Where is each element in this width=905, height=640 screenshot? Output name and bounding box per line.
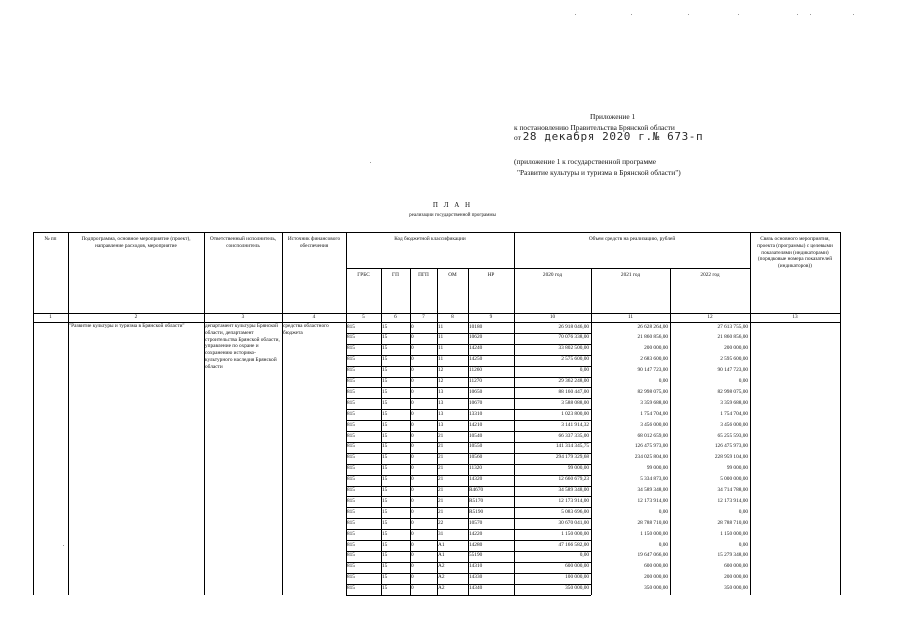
appendix-program-line: (приложение 1 к государственной программе: [514, 157, 657, 166]
column-header-y2022: 2022 год: [700, 272, 720, 278]
row-code: 15: [382, 367, 388, 374]
column-header-nr: НР: [487, 272, 495, 278]
row-amount: 90 147 723,00: [637, 367, 668, 374]
row-code: 13: [438, 388, 444, 395]
row-code: 15: [382, 410, 388, 417]
row-code: 815: [347, 432, 355, 439]
row-code: 0: [411, 367, 414, 374]
row-amount: 12 173 914,00: [717, 497, 748, 504]
row-amount: 66 337 335,00: [558, 432, 589, 439]
row-divider: [346, 595, 591, 596]
column-border: [204, 232, 205, 595]
row-amount: 126 475 973,00: [714, 443, 748, 450]
row-amount: 200 000,00: [644, 345, 668, 352]
row-amount: 99 000,00: [567, 465, 589, 472]
row-code: 13310: [469, 410, 483, 417]
row-code: 21: [438, 465, 444, 472]
row-code: 15: [382, 356, 388, 363]
row-code: 0: [411, 497, 414, 504]
row-amount: 600 000,00: [644, 563, 668, 570]
column-number: 12: [707, 314, 713, 320]
row-code: 815: [347, 519, 355, 526]
row-code: A2: [438, 585, 445, 592]
row-code: 12: [438, 367, 444, 374]
row-code: 14320: [469, 476, 483, 483]
row-code: 21: [438, 497, 444, 504]
row-code: 21: [438, 487, 444, 493]
column-number: 1: [49, 314, 52, 320]
row-code: 15: [382, 497, 388, 504]
row-code: 13: [438, 410, 444, 417]
row-amount: 26 628 264,00: [637, 323, 668, 330]
row-code: 10550: [469, 443, 483, 450]
appendix-title: Приложение 1: [590, 112, 636, 121]
row-code: 815: [347, 465, 355, 472]
row-amount: 350 000,00: [644, 585, 668, 592]
column-border: [282, 232, 283, 595]
row-amount: 2 683 600,00: [640, 356, 668, 363]
row-amount: 126 475 973,00: [634, 443, 668, 450]
row-amount: 100 000,00: [565, 574, 589, 581]
column-border: [514, 232, 515, 595]
column-number: 4: [312, 314, 316, 320]
row-code: 815: [347, 476, 355, 483]
row-code: 15: [382, 334, 388, 341]
row-amount: 90 147 723,00: [717, 367, 748, 374]
row-code: 10620: [469, 334, 483, 341]
row-code: 13: [438, 399, 444, 406]
row-amount: 26 918 046,00: [558, 323, 589, 330]
row-code: 0: [411, 476, 414, 483]
row-amount: 294 179 329,68: [555, 454, 589, 461]
row-amount: 68 012 659,00: [637, 432, 668, 439]
row-code: 10670: [469, 399, 483, 406]
row-amount: 3 359 688,00: [640, 399, 668, 406]
row-amount: 99 000,00: [646, 465, 668, 472]
row-code: 0: [411, 323, 414, 330]
row-code: 10540: [469, 432, 483, 439]
row-code: 15: [382, 378, 388, 384]
column-header-grbs: ГРБС: [357, 272, 370, 278]
row-code: 14240: [469, 345, 483, 352]
row-code: 815: [347, 323, 355, 330]
row-amount: 28 788 710,00: [717, 519, 748, 526]
row-code: 0: [411, 399, 414, 406]
column-number: 3: [241, 314, 245, 320]
row-code: 0: [411, 454, 414, 461]
column-border: [750, 232, 751, 595]
row-code: 14250: [469, 356, 483, 363]
row-amount: 350 000,00: [724, 585, 748, 592]
row-code: 0: [411, 334, 414, 341]
row-code: 15: [382, 563, 388, 570]
row-code: 815: [347, 388, 355, 395]
row-amount: 228 959 104,00: [714, 454, 748, 461]
row-amount: 1 754 704,00: [640, 410, 668, 417]
column-header-om: ОМ: [448, 272, 457, 278]
row-code: 15: [382, 476, 388, 483]
row-code: 0: [411, 574, 414, 581]
row-amount: 5 334 873,00: [640, 476, 668, 483]
date-prefix: от: [514, 133, 521, 142]
column-number: 2: [134, 314, 138, 320]
row-code: 11: [438, 334, 444, 341]
scan-speck: [63, 545, 64, 546]
row-amount: 12 173 914,00: [637, 497, 668, 504]
row-code: 15: [382, 432, 388, 439]
row-code: R5170: [469, 497, 484, 504]
row-code: 14210: [469, 421, 483, 428]
row-amount: 3 456 000,00: [640, 421, 668, 428]
row-code: 14310: [469, 563, 483, 570]
column-number: 11: [627, 314, 634, 320]
row-amount: 65 255 593,00: [717, 432, 748, 439]
row-code: 0: [411, 563, 414, 570]
row-code: 11: [438, 356, 444, 363]
row-code: 0: [411, 388, 414, 395]
column-number: 7: [422, 314, 425, 320]
row-amount: 29 362 248,00: [558, 378, 589, 384]
row-code: 815: [347, 356, 355, 363]
row-code: 15: [382, 399, 388, 406]
row-code: 11: [438, 345, 444, 352]
row-code: 15: [382, 530, 388, 537]
program-funding-source: средства областного бюджета: [283, 323, 329, 336]
row-amount: 0,00: [738, 541, 748, 548]
appendix-date-line: [514, 131, 703, 142]
program-executor: департамент культуры Брянской области, департамент строительства Брянской области, управление по охране и сохранению историко-культурного наследия Брянской области: [205, 323, 280, 370]
row-code: 815: [347, 530, 355, 537]
row-code: 10650: [469, 388, 483, 395]
row-amount: 0,00: [579, 552, 589, 559]
column-header-num: № пп: [44, 236, 57, 242]
column-number: 6: [394, 314, 397, 320]
row-code: 21: [438, 454, 444, 461]
row-code: 15: [382, 323, 388, 330]
row-amount: 21 860 856,00: [637, 334, 668, 341]
row-code: 21: [438, 508, 444, 515]
row-code: 13: [438, 421, 444, 428]
row-code: 15: [382, 508, 388, 515]
column-header-y2020: 2020 год: [542, 272, 563, 278]
row-amount: 19 647 066,00: [637, 552, 668, 559]
row-amount: 0,00: [579, 367, 589, 374]
column-number: 13: [792, 314, 798, 320]
row-code: A2: [438, 563, 445, 570]
plan-title: П Л А Н: [432, 201, 473, 209]
scan-speck: [575, 14, 576, 15]
scan-speck: [370, 162, 371, 163]
row-code: 815: [347, 378, 355, 384]
appendix-decree-line: к постановлению Правительства Брянской области: [514, 123, 675, 132]
row-code: 15: [382, 421, 388, 428]
appendix-program-name: "Развитие культуры и туризма в Брянской области"): [517, 168, 681, 177]
row-code: 815: [347, 454, 355, 461]
column-header-subprogram: Подпрограмма, основное мероприятие (проект), направление расходов, мероприятие: [81, 236, 191, 249]
row-amount: 0,00: [738, 508, 748, 515]
row-amount: 70 076 338,00: [558, 334, 589, 341]
row-amount: 200 000,00: [724, 345, 748, 352]
column-header-source: Источник финансового обеспечения: [287, 236, 341, 249]
row-code: 0: [411, 356, 414, 363]
row-amount: 12 173 914,00: [558, 497, 589, 504]
row-code: 0: [411, 541, 414, 548]
row-amount: 1 150 000,00: [640, 530, 668, 537]
row-code: 815: [347, 585, 355, 592]
column-header-y2021: 2021 год: [620, 272, 641, 278]
row-code: 0: [411, 378, 414, 384]
row-code: 15: [382, 345, 388, 352]
column-border: [33, 232, 34, 595]
row-code: 15: [382, 585, 388, 592]
row-code: 815: [347, 345, 355, 352]
column-border: [381, 268, 382, 595]
row-code: 815: [347, 421, 355, 428]
scan-speck: [738, 14, 739, 15]
row-amount: 1 754 704,00: [720, 410, 748, 417]
row-code: 815: [347, 563, 355, 570]
row-amount: 82 998 075,00: [717, 388, 748, 395]
row-code: 10570: [469, 519, 483, 526]
row-amount: 88 160 447,00: [558, 388, 589, 395]
row-amount: 82 998 075,00: [637, 388, 668, 395]
column-number: 5: [362, 314, 365, 320]
row-code: 0: [411, 530, 414, 537]
row-code: 15: [382, 574, 388, 581]
row-amount: 5 083 696,00: [561, 508, 589, 515]
scan-speck: [631, 14, 632, 15]
row-amount: 15 279 348,00: [717, 552, 748, 559]
row-amount: 600 000,00: [565, 563, 589, 570]
row-code: 15: [382, 487, 388, 493]
scan-speck: [810, 14, 811, 15]
row-amount: 0,00: [658, 378, 668, 384]
row-code: 11320: [469, 465, 483, 472]
row-code: 11270: [469, 378, 483, 384]
row-code: 0: [411, 421, 414, 428]
row-code: 11: [438, 323, 444, 330]
row-code: 0: [411, 432, 414, 439]
column-border: [68, 232, 69, 595]
row-code: 815: [347, 508, 355, 515]
row-code: 11260: [469, 367, 483, 374]
row-amount: 34 714 788,00: [717, 487, 748, 493]
header-sub-divider: [346, 268, 750, 269]
row-amount: 2 595 600,00: [720, 356, 748, 363]
column-border: [468, 268, 469, 595]
row-amount: 350 000,00: [565, 585, 589, 592]
column-header-indicator-link: Связь основного мероприятия, проекта (программы) с целевыми показателями (индикаторами) (порядковые номера показателей (индикаторов)): [757, 236, 833, 270]
column-header-kbk: Код бюджетной классификации: [394, 236, 466, 242]
handwritten-date-number: 28 декабря 2020 г.№ 673-п: [522, 130, 704, 143]
row-code: 0: [411, 552, 414, 559]
row-amount: 234 025 804,00: [634, 454, 668, 461]
row-code: 815: [347, 574, 355, 581]
column-border: [346, 232, 347, 595]
row-amount: 1 150 000,00: [561, 530, 589, 537]
row-code: 815: [347, 552, 355, 559]
row-code: A1: [438, 552, 445, 559]
scan-speck: [797, 14, 798, 15]
row-amount: 47 166 582,00: [558, 541, 589, 548]
row-code: 815: [347, 399, 355, 406]
row-code: R4670: [469, 487, 484, 493]
column-border: [840, 232, 841, 595]
row-amount: 34 589 348,00: [558, 487, 589, 493]
column-number: 8: [451, 314, 454, 320]
scan-speck: [853, 14, 854, 15]
row-code: 21: [438, 432, 444, 439]
row-amount: 5 000 000,00: [720, 476, 748, 483]
row-code: A1: [438, 541, 445, 548]
row-code: 15: [382, 465, 388, 472]
row-code: 10180: [469, 323, 483, 330]
row-code: A2: [438, 574, 445, 581]
row-code: 0: [411, 508, 414, 515]
column-number: 9: [489, 314, 493, 320]
row-code: R5190: [469, 508, 484, 515]
row-amount: 99 000,00: [726, 465, 748, 472]
row-amount: 12 660 679,23: [558, 476, 589, 483]
row-code: 0: [411, 519, 414, 526]
row-code: 0: [411, 345, 414, 352]
row-amount: 30 670 041,00: [558, 519, 589, 526]
row-amount: 200 000,00: [644, 574, 668, 581]
program-name: "Развитие культуры и туризма в Брянской области": [69, 323, 185, 329]
row-amount: 3 141 914,32: [561, 421, 589, 428]
row-code: 12: [438, 378, 444, 384]
row-amount: 0,00: [658, 508, 668, 515]
row-amount: 1 023 800,00: [561, 410, 589, 417]
row-code: 0: [411, 487, 414, 493]
row-amount: 27 613 755,00: [717, 323, 748, 330]
table-top-border: [33, 232, 840, 233]
row-amount: 0,00: [738, 378, 748, 384]
row-code: 815: [347, 487, 355, 493]
row-code: 14220: [469, 530, 483, 537]
row-code: 14340: [469, 585, 483, 592]
row-code: 815: [347, 497, 355, 504]
row-amount: 1 150 000,00: [720, 530, 748, 537]
plan-subtitle: реализации государственной программы: [409, 213, 496, 218]
row-amount: 600 000,00: [724, 563, 748, 570]
column-header-gp: ГП: [392, 272, 399, 278]
row-code: 15: [382, 519, 388, 526]
column-header-volume: Объем средств на реализацию, рублей: [588, 236, 676, 242]
row-code: 15: [382, 552, 388, 559]
row-code: 0: [411, 410, 414, 417]
row-amount: 141 314 345,75: [555, 443, 589, 450]
row-amount: 3 456 000,00: [720, 421, 748, 428]
row-amount: 3 359 688,00: [720, 399, 748, 406]
row-code: 15: [382, 388, 388, 395]
row-amount: 34 589 348,00: [637, 487, 668, 493]
row-code: 15: [382, 454, 388, 461]
row-code: 21: [438, 476, 444, 483]
row-code: 815: [347, 334, 355, 341]
row-code: 0: [411, 585, 414, 592]
row-code: 15: [382, 541, 388, 548]
column-border: [410, 268, 411, 595]
row-amount: 2 575 600,00: [561, 356, 589, 363]
row-code: 815: [347, 410, 355, 417]
row-code: 55190: [469, 552, 483, 559]
row-amount: 200 000,00: [724, 574, 748, 581]
row-code: 0: [411, 443, 414, 450]
column-border: [670, 268, 671, 595]
row-code: 22: [438, 519, 444, 526]
scan-speck: [688, 14, 689, 15]
row-amount: 0,00: [658, 541, 668, 548]
row-amount: 3 588 088,00: [561, 399, 589, 406]
row-amount: 21 860 856,00: [717, 334, 748, 341]
row-code: 15: [382, 443, 388, 450]
row-code: 21: [438, 443, 444, 450]
row-code: 10560: [469, 454, 483, 461]
column-number: 10: [549, 314, 556, 320]
column-header-executor: Ответственный исполнитель, соисполнитель: [209, 236, 277, 249]
row-code: 815: [347, 541, 355, 548]
column-header-pgp: ПГП: [418, 272, 429, 278]
row-code: 0: [411, 465, 414, 472]
row-code: 815: [347, 367, 355, 374]
column-border: [591, 268, 592, 595]
row-code: 14330: [469, 574, 483, 581]
row-amount: 33 802 500,00: [558, 345, 589, 352]
column-border: [437, 268, 438, 595]
row-amount: 28 788 710,00: [637, 519, 668, 526]
row-code: 14280: [469, 541, 483, 548]
row-code: 31: [438, 530, 444, 537]
row-code: 815: [347, 443, 355, 450]
